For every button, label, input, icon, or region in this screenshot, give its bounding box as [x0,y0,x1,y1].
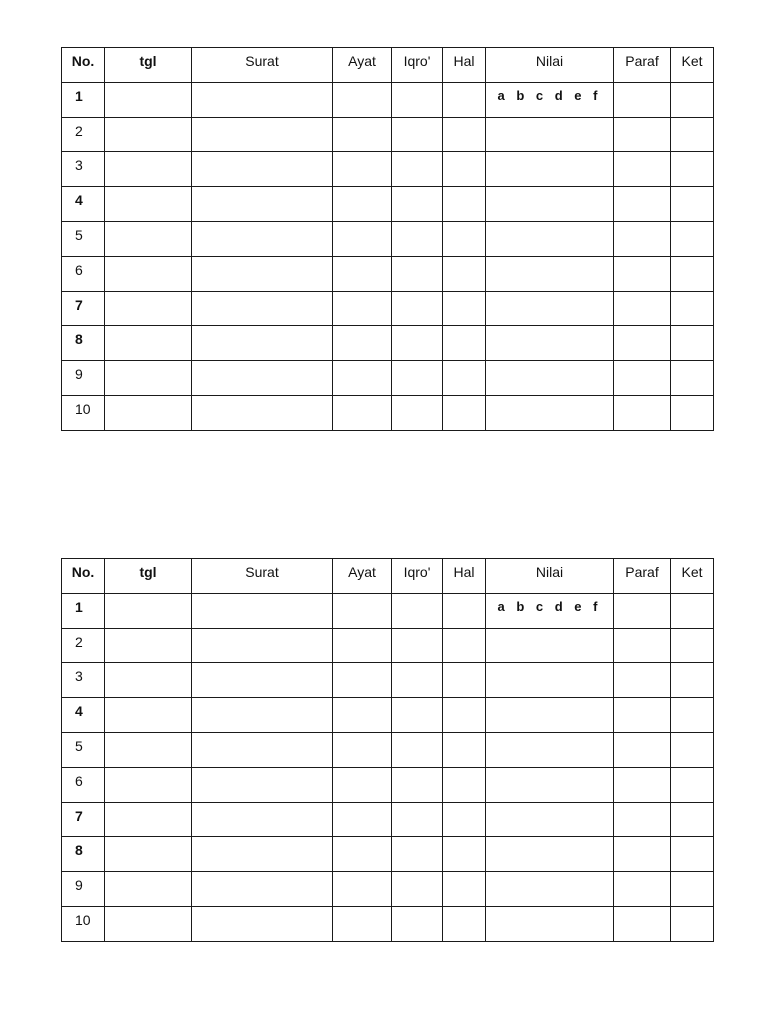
cell-ayat [333,152,392,187]
cell-ket [671,698,714,733]
cell-ket [671,732,714,767]
cell-tgl [105,732,192,767]
cell-iqro [392,117,443,152]
cell-surat [192,732,333,767]
row-number: 5 [75,737,83,754]
table-row [62,361,714,396]
cell-iqro [392,221,443,256]
cell-paraf [614,593,671,628]
cell-surat [192,802,333,837]
row-number: 1 [75,87,83,104]
log-sheet-1 [61,47,708,431]
row-number-cell [62,117,105,152]
row-number: 9 [75,877,83,894]
cell-ket [671,82,714,117]
table-body [62,82,714,430]
table-row [62,82,714,117]
cell-ayat [333,767,392,802]
cell-paraf [614,767,671,802]
cell-ayat [333,732,392,767]
row-number-cell [62,906,105,941]
table-row [62,906,714,941]
cell-ayat [333,593,392,628]
row-number-cell [62,395,105,430]
cell-ayat [333,906,392,941]
col-header-ayat: Ayat [333,48,392,83]
cell-hal [443,837,486,872]
row-number: 9 [75,366,83,383]
cell-ayat [333,698,392,733]
cell-surat [192,395,333,430]
cell-ket [671,628,714,663]
cell-iqro [392,802,443,837]
row-number-cell [62,767,105,802]
cell-paraf [614,221,671,256]
row-number-cell [62,187,105,222]
row-number-cell [62,698,105,733]
cell-surat [192,326,333,361]
row-number-cell [62,663,105,698]
cell-ayat [333,872,392,907]
row-number: 10 [75,400,91,417]
cell-nilai [486,593,614,628]
col-header-ket: Ket [671,559,714,594]
col-header-surat: Surat [192,48,333,83]
cell-surat [192,221,333,256]
col-header-paraf: Paraf [614,48,671,83]
cell-tgl [105,221,192,256]
table-row [62,837,714,872]
cell-hal [443,906,486,941]
table-row [62,221,714,256]
row-number: 5 [75,226,83,243]
cell-ket [671,906,714,941]
col-header-nilai: Nilai [486,48,614,83]
cell-hal [443,802,486,837]
row-number-cell [62,326,105,361]
cell-paraf [614,117,671,152]
cell-tgl [105,187,192,222]
col-header-ayat: Ayat [333,559,392,594]
cell-tgl [105,767,192,802]
cell-ket [671,802,714,837]
reading-log-table [61,558,714,942]
cell-ket [671,221,714,256]
cell-ayat [333,291,392,326]
cell-nilai [486,395,614,430]
cell-ayat [333,117,392,152]
cell-nilai [486,256,614,291]
row-number-cell [62,872,105,907]
cell-iqro [392,361,443,396]
cell-ket [671,291,714,326]
cell-hal [443,732,486,767]
cell-nilai [486,221,614,256]
table-row [62,663,714,698]
col-header-tgl: tgl [105,48,192,83]
row-number-cell [62,628,105,663]
cell-tgl [105,291,192,326]
cell-tgl [105,628,192,663]
row-number: 8 [75,842,83,859]
row-number-cell [62,802,105,837]
cell-nilai [486,698,614,733]
cell-ayat [333,221,392,256]
cell-hal [443,221,486,256]
cell-surat [192,593,333,628]
nilai-options: a b c d e f [497,87,602,103]
reading-log-table [61,47,714,431]
cell-ayat [333,82,392,117]
cell-nilai [486,767,614,802]
row-number: 6 [75,261,83,278]
row-number-cell [62,837,105,872]
row-number: 8 [75,331,83,348]
table-row [62,187,714,222]
cell-surat [192,117,333,152]
table-row [62,802,714,837]
col-header-hal: Hal [443,48,486,83]
cell-tgl [105,593,192,628]
cell-surat [192,256,333,291]
cell-paraf [614,698,671,733]
cell-hal [443,663,486,698]
cell-ayat [333,837,392,872]
cell-surat [192,361,333,396]
cell-ket [671,837,714,872]
cell-tgl [105,256,192,291]
cell-paraf [614,837,671,872]
cell-ayat [333,326,392,361]
row-number-cell [62,593,105,628]
table-row [62,698,714,733]
cell-iqro [392,837,443,872]
cell-nilai [486,906,614,941]
row-number-cell [62,732,105,767]
cell-paraf [614,663,671,698]
table-row [62,593,714,628]
cell-tgl [105,802,192,837]
col-header-iqro: Iqro' [392,48,443,83]
cell-paraf [614,732,671,767]
cell-nilai [486,187,614,222]
cell-iqro [392,732,443,767]
col-header-hal: Hal [443,559,486,594]
cell-hal [443,395,486,430]
row-number-cell [62,82,105,117]
cell-surat [192,291,333,326]
cell-hal [443,187,486,222]
cell-ket [671,117,714,152]
cell-tgl [105,906,192,941]
cell-ayat [333,395,392,430]
cell-iqro [392,395,443,430]
cell-iqro [392,767,443,802]
cell-hal [443,256,486,291]
cell-hal [443,698,486,733]
row-number: 3 [75,668,83,685]
cell-nilai [486,802,614,837]
cell-iqro [392,326,443,361]
row-number-cell [62,221,105,256]
cell-nilai [486,361,614,396]
row-number-cell [62,291,105,326]
table-row [62,117,714,152]
cell-nilai [486,732,614,767]
cell-paraf [614,628,671,663]
cell-surat [192,187,333,222]
cell-nilai [486,663,614,698]
cell-paraf [614,906,671,941]
cell-surat [192,82,333,117]
cell-paraf [614,326,671,361]
cell-iqro [392,256,443,291]
cell-ket [671,872,714,907]
cell-ket [671,326,714,361]
cell-tgl [105,837,192,872]
cell-ket [671,395,714,430]
col-header-no: No. [62,559,105,594]
cell-nilai [486,628,614,663]
cell-ket [671,361,714,396]
cell-paraf [614,361,671,396]
cell-surat [192,837,333,872]
cell-surat [192,872,333,907]
header-row [62,559,714,594]
table-row [62,628,714,663]
cell-paraf [614,872,671,907]
table-row [62,291,714,326]
cell-iqro [392,152,443,187]
cell-tgl [105,326,192,361]
cell-paraf [614,82,671,117]
table-row [62,732,714,767]
cell-ket [671,767,714,802]
cell-surat [192,767,333,802]
cell-paraf [614,802,671,837]
col-header-paraf: Paraf [614,559,671,594]
cell-iqro [392,628,443,663]
row-number: 2 [75,122,83,139]
cell-ayat [333,802,392,837]
cell-ket [671,663,714,698]
cell-tgl [105,395,192,430]
cell-hal [443,326,486,361]
col-header-iqro: Iqro' [392,559,443,594]
cell-iqro [392,291,443,326]
cell-iqro [392,187,443,222]
row-number: 2 [75,633,83,650]
cell-hal [443,152,486,187]
cell-iqro [392,872,443,907]
cell-tgl [105,82,192,117]
cell-paraf [614,152,671,187]
row-number-cell [62,361,105,396]
cell-surat [192,663,333,698]
table-row [62,395,714,430]
cell-surat [192,698,333,733]
cell-ket [671,152,714,187]
cell-ayat [333,256,392,291]
cell-ket [671,187,714,222]
cell-paraf [614,256,671,291]
cell-tgl [105,117,192,152]
col-header-surat: Surat [192,559,333,594]
cell-iqro [392,593,443,628]
row-number: 1 [75,598,83,615]
cell-tgl [105,152,192,187]
table-row [62,256,714,291]
row-number: 10 [75,911,91,928]
cell-nilai [486,291,614,326]
cell-paraf [614,291,671,326]
cell-nilai [486,117,614,152]
row-number: 6 [75,772,83,789]
cell-ayat [333,663,392,698]
table-row [62,872,714,907]
cell-nilai [486,326,614,361]
cell-nilai [486,82,614,117]
row-number-cell [62,152,105,187]
cell-nilai [486,837,614,872]
col-header-tgl: tgl [105,559,192,594]
cell-hal [443,82,486,117]
table-row [62,767,714,802]
row-number: 3 [75,157,83,174]
cell-nilai [486,872,614,907]
nilai-options: a b c d e f [497,598,602,614]
cell-hal [443,628,486,663]
row-number: 4 [75,192,83,209]
row-number: 7 [75,296,83,313]
cell-hal [443,291,486,326]
table-body [62,593,714,941]
cell-hal [443,767,486,802]
cell-iqro [392,698,443,733]
cell-tgl [105,361,192,396]
row-number: 7 [75,807,83,824]
cell-ayat [333,628,392,663]
header-row [62,48,714,83]
cell-ayat [333,187,392,222]
col-header-ket: Ket [671,48,714,83]
log-sheet-2 [61,558,708,942]
row-number: 4 [75,703,83,720]
col-header-nilai: Nilai [486,559,614,594]
cell-surat [192,906,333,941]
cell-ayat [333,361,392,396]
cell-tgl [105,698,192,733]
cell-surat [192,152,333,187]
cell-hal [443,361,486,396]
cell-iqro [392,906,443,941]
cell-hal [443,872,486,907]
cell-paraf [614,395,671,430]
cell-hal [443,593,486,628]
cell-nilai [486,152,614,187]
cell-ket [671,593,714,628]
cell-surat [192,628,333,663]
cell-ket [671,256,714,291]
table-row [62,152,714,187]
cell-iqro [392,82,443,117]
cell-hal [443,117,486,152]
cell-tgl [105,872,192,907]
row-number-cell [62,256,105,291]
cell-paraf [614,187,671,222]
table-row [62,326,714,361]
col-header-no: No. [62,48,105,83]
cell-tgl [105,663,192,698]
cell-iqro [392,663,443,698]
